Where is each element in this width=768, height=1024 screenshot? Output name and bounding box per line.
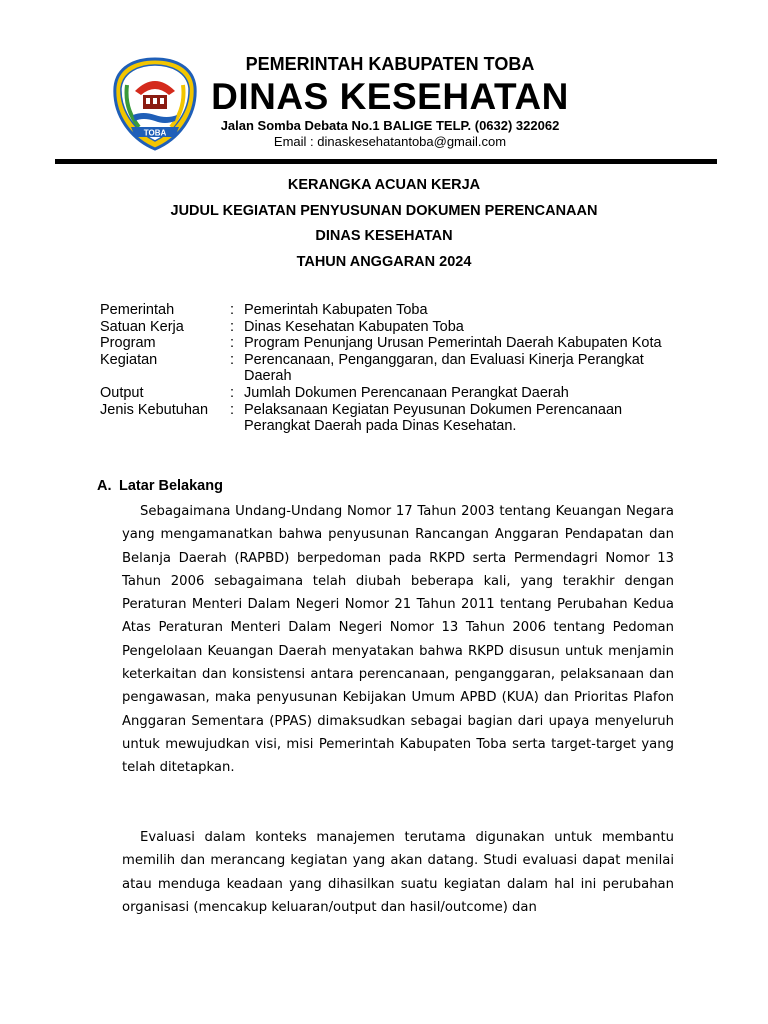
info-row bbox=[100, 352, 680, 385]
info-table bbox=[100, 302, 680, 435]
address-line: Jalan Somba Debata No.1 BALIGE TELP. (0632) 322062 bbox=[220, 118, 560, 133]
info-label: Kegiatan bbox=[100, 351, 158, 368]
info-separator: : bbox=[230, 401, 235, 418]
info-separator: : bbox=[230, 302, 235, 318]
info-value: Pelaksanaan Kegiatan Peyusunan Dokumen Perencanaan Perangkat Daerah pada Dinas Kesehatan. bbox=[244, 401, 623, 435]
info-label: Program bbox=[100, 335, 156, 352]
section-letter: A. bbox=[97, 478, 112, 494]
info-value: Perencanaan, Penganggaran, dan Evaluasi Kinerja Perangkat Daerah bbox=[244, 351, 644, 385]
info-label: Pemerintah bbox=[100, 302, 175, 318]
info-value: Dinas Kesehatan Kabupaten Toba bbox=[244, 318, 464, 335]
info-value: Pemerintah Kabupaten Toba bbox=[244, 302, 428, 318]
document-title: KERANGKA ACUAN KERJA bbox=[287, 177, 481, 193]
letterhead-divider bbox=[55, 159, 717, 164]
body-paragraph: Sebagaimana Undang-Undang Nomor 17 Tahun 2003 tentang Keuangan Negara yang mengamanatkan bahwa penyusunan Rancangan Anggaran Pendapatan dan Belanja Daerah (RAPBD) berpedoman pada RKPD serta Permendagri Nomor 13 Tahun 2006 sebagaimana telah diubah beberapa kali, yang terakhir dengan Peraturan Menteri Dalam Negeri Nomor 21 Tahun 2011 tentang Perubahan Kedua Atas Peraturan Menteri Dalam Negeri Nomor 13 Tahun 2006 tentang Pedoman Pengelolaan Keuangan Daerah menyatakan bahwa RKPD disusun untuk menjamin keterkaitan dan konsistensi antara perencanaan, penganggaran, pelaksanaan dan pengawasan, maka penyusunan Kebijakan Umum APBD (KUA) dan Prioritas Plafon Anggaran Sementara (PPAS) dimaksudkan sebagai bagian dari upaya menyeluruh untuk mewujudkan visi, misi Pemerintah Kabupaten Toba serta target-target yang telah ditetapkan. bbox=[122, 504, 674, 776]
department-name: DINAS KESEHATAN bbox=[211, 76, 569, 117]
info-row bbox=[100, 302, 680, 319]
info-label: Output bbox=[100, 384, 144, 401]
info-value: Program Penunjang Urusan Pemerintah Daerah Kabupaten Kota bbox=[244, 335, 662, 352]
info-row bbox=[100, 402, 680, 435]
section-heading bbox=[97, 478, 223, 494]
document-titles bbox=[0, 176, 768, 278]
department-subtitle: DINAS KESEHATAN bbox=[315, 228, 453, 244]
info-value: Jumlah Dokumen Perencanaan Perangkat Daerah bbox=[244, 384, 569, 401]
info-row bbox=[100, 319, 680, 336]
emblem-banner-text: TOBA bbox=[143, 128, 167, 138]
body-paragraph: Evaluasi dalam konteks manajemen terutama digunakan untuk membantu memilih dan merancang kegiatan yang akan datang. Studi evaluasi dapat menilai atau menduga keadaan yang dihasilkan suatu kegiatan dalam hal ini perubahan organisasi (mencakup keluaran/output dan hasil/outcome) dan bbox=[122, 830, 674, 915]
letterhead bbox=[0, 0, 768, 170]
info-separator: : bbox=[230, 318, 235, 335]
info-separator: : bbox=[230, 384, 235, 401]
agency-name: PEMERINTAH KABUPATEN TOBA bbox=[245, 54, 535, 74]
section-title: Latar Belakang bbox=[119, 478, 223, 494]
budget-year-title: TAHUN ANGGARAN 2024 bbox=[296, 253, 472, 270]
info-label: Satuan Kerja bbox=[100, 318, 184, 335]
info-label: Jenis Kebutuhan bbox=[100, 401, 209, 418]
info-row bbox=[100, 335, 680, 352]
info-separator: : bbox=[230, 351, 235, 368]
info-separator: : bbox=[230, 335, 235, 352]
info-row bbox=[100, 385, 680, 402]
email-line: Email : dinaskesehatantoba@gmail.com bbox=[273, 134, 507, 149]
activity-title: JUDUL KEGIATAN PENYUSUNAN DOKUMEN PERENCANAAN bbox=[170, 202, 598, 219]
